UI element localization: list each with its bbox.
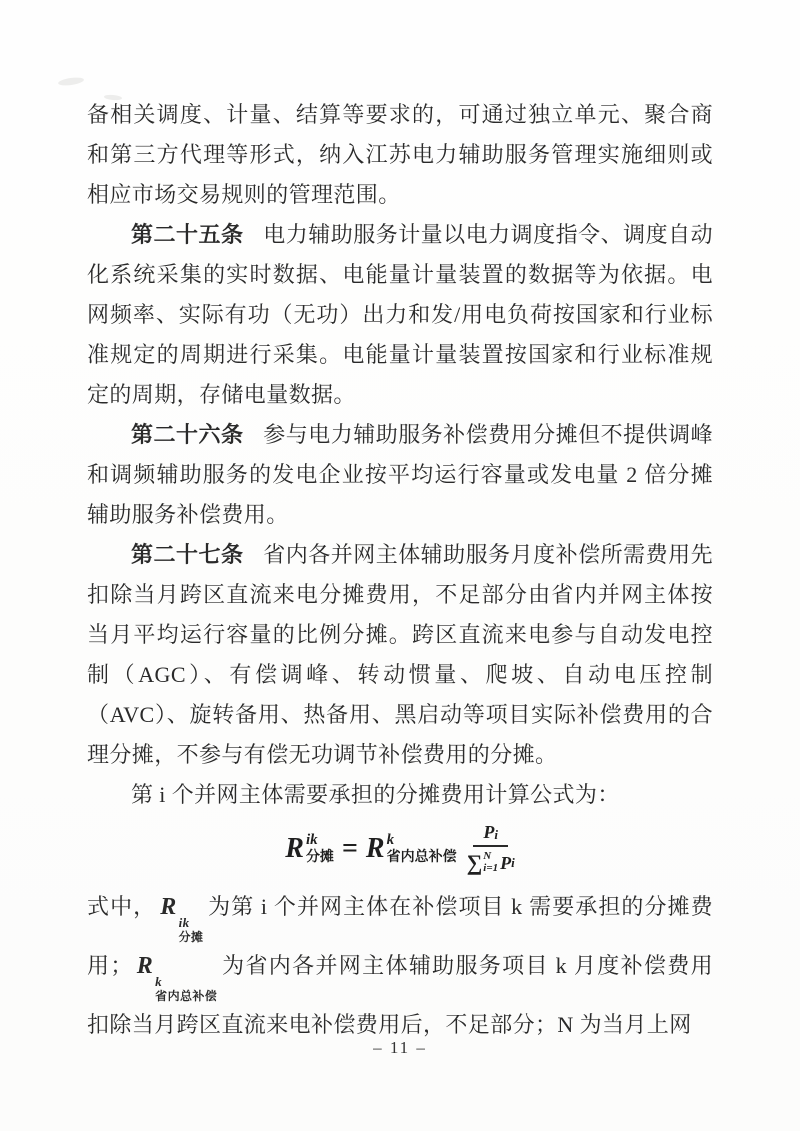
inline-formula-subscript: 分摊 — [178, 930, 204, 944]
inline-formula-superscript: k — [155, 974, 163, 989]
denominator-subscript: i — [511, 855, 515, 870]
inline-formula-total — [136, 953, 218, 1003]
inline-formula-scripts — [179, 916, 204, 943]
inline-formula-subscript: 省内总补偿 — [155, 989, 218, 1003]
formula-explanation — [87, 884, 713, 1047]
inline-formula-base: R — [136, 953, 154, 979]
denominator-base: P — [500, 852, 512, 873]
article-26-text: 参与电力辅助服务补偿费用分摊但不提供调峰和调频辅助服务的发电企业按平均运行容量或发电量 2 倍分摊辅助服务补偿费用。 — [87, 422, 713, 527]
paragraph-article-26 — [87, 415, 713, 535]
numerator-subscript: i — [494, 827, 498, 842]
page-number: – 11 – — [373, 1038, 427, 1057]
inline-formula-superscript: ik — [178, 915, 190, 930]
equals-sign: = — [341, 832, 358, 864]
fraction-numerator — [473, 823, 508, 847]
sigma-limits — [483, 851, 498, 874]
scan-artifact — [58, 76, 85, 87]
formula-lhs-superscript: ik — [305, 831, 318, 848]
sigma-upper-limit: N — [483, 850, 492, 862]
paragraph-article-27 — [87, 535, 713, 775]
paragraph-continuation: 备相关调度、计量、结算等要求的，可通过独立单元、聚合商和第三方代理等形式，纳入江苏电力辅助服务管理实施细则或相应市场交易规则的管理范围。 — [87, 102, 713, 207]
sigma-symbol: ∑ — [466, 849, 483, 875]
article-25-label: 第二十五条 — [131, 222, 244, 247]
formula-lhs-base: R — [285, 832, 304, 864]
numerator-base: P — [483, 822, 495, 842]
inline-formula-base: R — [160, 894, 177, 920]
inline-formula-scripts — [155, 975, 217, 1002]
formula-rhs-base: R — [365, 832, 385, 864]
inline-formula-share — [160, 894, 204, 944]
formula-rhs-superscript: k — [386, 831, 395, 848]
explanation-text: 式中， — [87, 894, 157, 919]
formula-lhs-scripts — [306, 833, 334, 865]
explanation-text: 为第 i 个并网主体在补偿项目 k 需要承担的分摊费用； — [87, 894, 714, 978]
article-26-label: 第二十六条 — [131, 422, 244, 447]
page-content — [87, 95, 713, 1047]
article-27-label: 第二十七条 — [131, 542, 244, 567]
explanation-text: 为省内各并网主体辅助服务项目 k 月度补偿费用扣除当月跨区直流来电补偿费用后，不足部分；N 为当月上网 — [87, 953, 713, 1037]
sigma-lower-limit: i=1 — [483, 862, 499, 874]
paragraph-formula-intro: 第 i 个并网主体需要承担的分摊费用计算公式为： — [131, 782, 620, 807]
formula-rhs-subscript: 省内总补偿 — [386, 849, 457, 865]
formula-fraction — [467, 823, 515, 874]
formula-lhs-subscript: 分摊 — [305, 849, 334, 865]
allocation-formula — [87, 823, 713, 874]
article-25-text: 电力辅助服务计量以电力调度指令、调度自动化系统采集的实时数据、电能量计量装置的数据等为依据。电网频率、实际有功（无功）出力和发/用电负荷按国家和行业标准规定的周期进行采集。电能量计量装置按国家和行业标准规定的周期，存储电量数据。 — [87, 222, 713, 407]
article-27-text: 省内各并网主体辅助服务月度补偿所需费用先扣除当月跨区直流来电分摊费用，不足部分由省内并网主体按当月平均运行容量的比例分摊。跨区直流来电参与自动发电控制（AGC）、有偿调峰、转动惯量、爬坡、自动电压控制（AVC）、旋转备用、热备用、黑启动等项目实际补偿费用的合理分摊，不参与有偿无功调节补偿费用的分摊。 — [87, 542, 713, 767]
fraction-denominator — [467, 847, 515, 874]
paragraph-article-25 — [87, 215, 713, 415]
formula-rhs-scripts — [387, 833, 457, 865]
